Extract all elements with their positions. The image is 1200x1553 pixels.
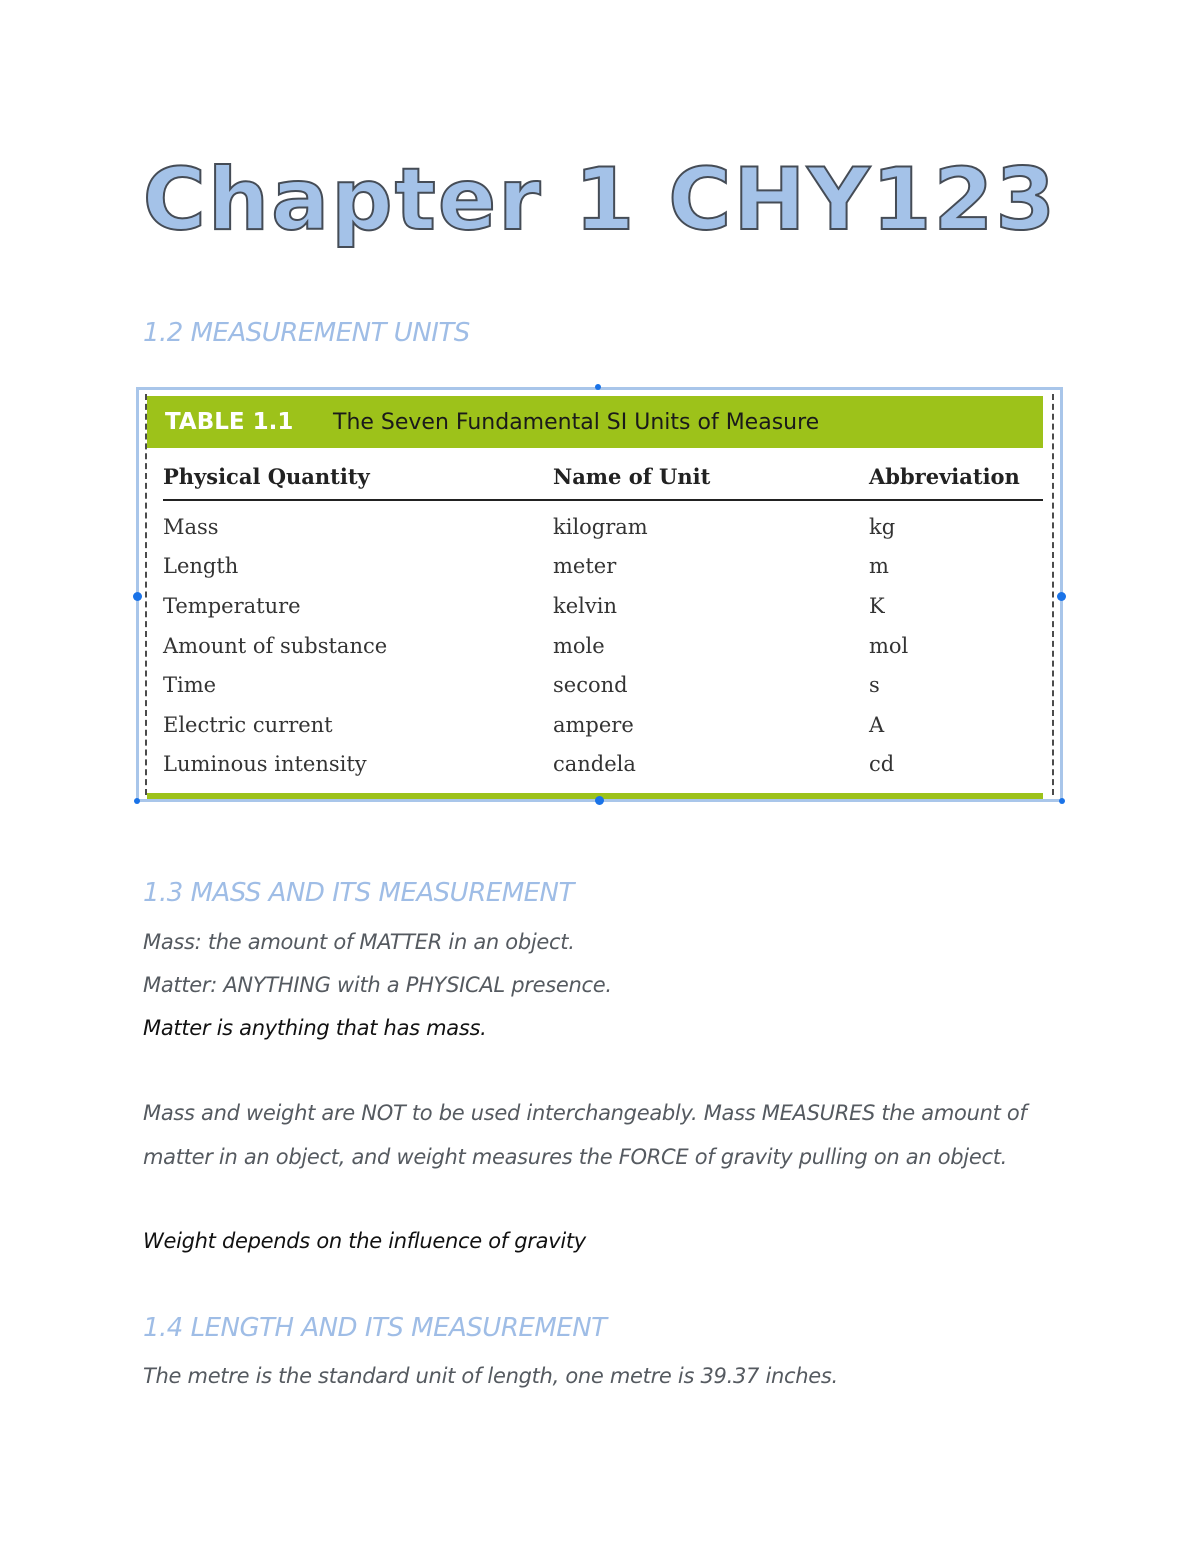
cell-unit: ampere bbox=[553, 712, 634, 737]
si-units-table bbox=[163, 460, 1043, 784]
cell-abbreviation: cd bbox=[869, 752, 895, 777]
table-label: TABLE 1.1 bbox=[165, 409, 294, 435]
cell-unit: kilogram bbox=[553, 514, 648, 539]
cell-abbreviation: kg bbox=[869, 514, 896, 539]
resize-handle-top[interactable] bbox=[595, 384, 601, 390]
resize-handle-bottom-left[interactable] bbox=[134, 798, 140, 804]
cell-quantity: Amount of substance bbox=[163, 633, 388, 658]
table-caption: The Seven Fundamental SI Units of Measure bbox=[333, 409, 820, 435]
cell-quantity: Electric current bbox=[163, 712, 333, 737]
table-row bbox=[163, 745, 1043, 785]
table-row bbox=[163, 665, 1043, 705]
matter-mass-statement: Matter is anything that has mass. bbox=[143, 1016, 487, 1040]
cell-abbreviation: mol bbox=[869, 633, 909, 658]
cell-unit: candela bbox=[553, 752, 636, 777]
si-units-table-image[interactable] bbox=[136, 387, 1063, 802]
table-banner bbox=[147, 396, 1043, 448]
table-row bbox=[163, 626, 1043, 666]
cell-quantity: Temperature bbox=[163, 593, 301, 618]
table-row bbox=[163, 547, 1043, 587]
mass-weight-paragraph: Mass and weight are NOT to be used interchangeably. Mass MEASURES the amount of matter in an object, and weight measures the FORCE of gravity pulling on an object. bbox=[143, 1101, 1027, 1169]
table-row bbox=[163, 586, 1043, 626]
table-header-row bbox=[163, 460, 1043, 500]
cell-quantity: Time bbox=[163, 673, 217, 698]
header-physical-quantity: Physical Quantity bbox=[163, 460, 553, 500]
table-row bbox=[163, 500, 1043, 547]
metre-definition: The metre is the standard unit of length, one metre is 39.37 inches. bbox=[143, 1364, 838, 1388]
cell-quantity: Luminous intensity bbox=[163, 752, 367, 777]
matter-definition: Matter: ANYTHING with a PHYSICAL presence. bbox=[143, 973, 612, 997]
cell-quantity: Length bbox=[163, 554, 239, 579]
cell-unit: mole bbox=[553, 633, 605, 658]
cell-unit: second bbox=[553, 673, 628, 698]
cell-unit: meter bbox=[553, 554, 617, 579]
section-heading-measurement-units: 1.2 MEASUREMENT UNITS bbox=[143, 318, 470, 348]
mass-definition: Mass: the amount of MATTER in an object. bbox=[143, 930, 575, 954]
resize-handle-bottom[interactable] bbox=[595, 796, 604, 805]
header-name-of-unit: Name of Unit bbox=[553, 460, 869, 500]
cell-abbreviation: m bbox=[869, 554, 889, 579]
header-abbreviation: Abbreviation bbox=[869, 460, 1043, 500]
weight-gravity-note: Weight depends on the influence of gravity bbox=[143, 1229, 586, 1253]
resize-handle-right[interactable] bbox=[1057, 592, 1066, 601]
document-title: Chapter 1 CHY123 bbox=[142, 150, 1058, 250]
table-row bbox=[163, 705, 1043, 745]
cell-abbreviation: K bbox=[869, 593, 885, 618]
cell-abbreviation: s bbox=[869, 673, 880, 698]
cell-unit: kelvin bbox=[553, 593, 617, 618]
resize-handle-bottom-right[interactable] bbox=[1059, 798, 1065, 804]
cell-abbreviation: A bbox=[869, 712, 885, 737]
section-heading-length: 1.4 LENGTH AND ITS MEASUREMENT bbox=[143, 1313, 607, 1343]
section-heading-mass: 1.3 MASS AND ITS MEASUREMENT bbox=[143, 878, 574, 908]
resize-handle-left[interactable] bbox=[133, 592, 142, 601]
cell-quantity: Mass bbox=[163, 514, 219, 539]
